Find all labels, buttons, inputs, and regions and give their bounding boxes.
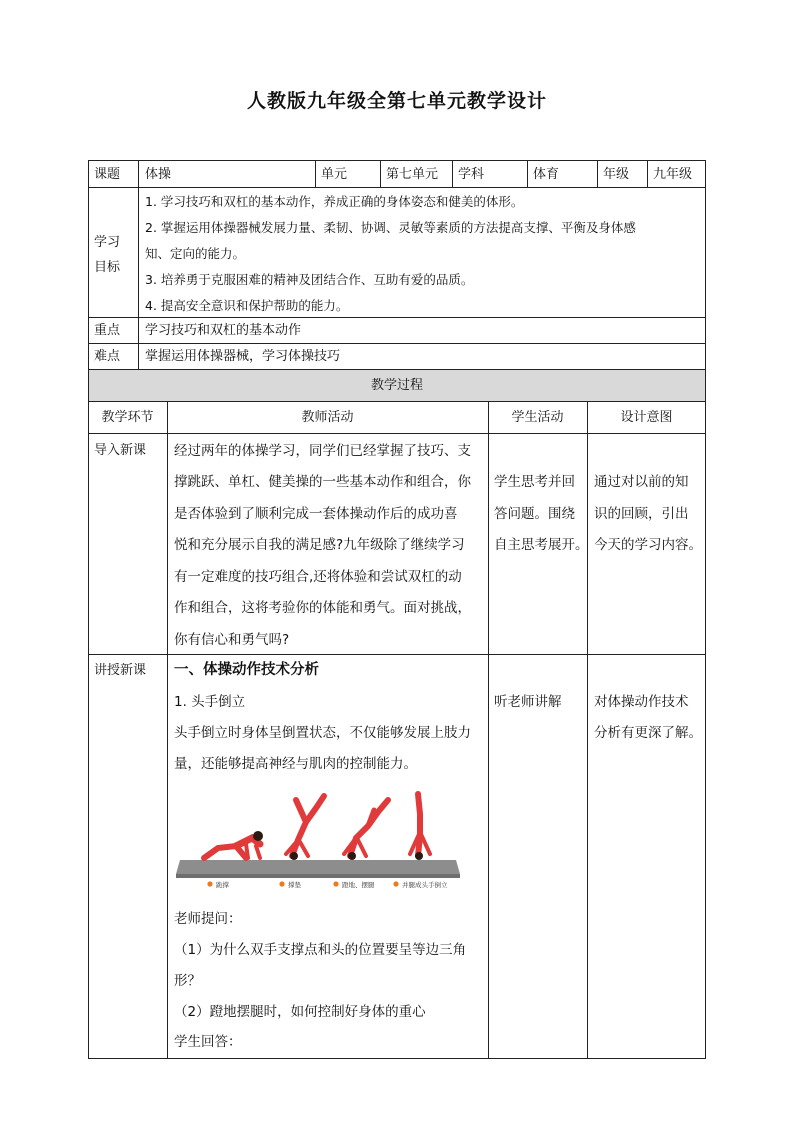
topic-value: 体操 [145,167,172,182]
step-marker-1 [207,881,212,886]
intro-teacher-line: 经过两年的体操学习，同学们已经掌握了技巧、支 [174,443,471,459]
subject-label: 学科 [458,167,485,182]
step-marker-2 [279,881,284,886]
col-header-student: 学生活动 [511,410,564,425]
figure-caption-1: 跪撑 [216,881,229,889]
lecture-desc-line: 头手倒立时身体呈倒置状态，不仅能够发展上肢力 [174,725,471,741]
figure-caption-4: 并腿成头手倒立 [402,881,448,889]
objective-line: 4. 提高安全意识和保护帮助的能力。 [145,298,349,313]
subject-value: 体育 [533,167,560,182]
unit-value: 第七单元 [386,167,439,182]
intro-teacher-line: 悦和充分展示自我的满足感?九年级除了继续学习 [174,537,465,553]
figure-caption-2: 撑垫 [288,881,301,889]
lecture-desc-line: 量，还能够提高神经与肌肉的控制能力。 [174,756,417,772]
key-point-value: 学习技巧和双杠的基本动作 [145,323,302,338]
intro-teacher-line: 作和组合，这将考验你的体能和勇气。面对挑战， [174,600,471,616]
lecture-intent-line: 分析有更深了解。 [594,725,702,741]
step-marker-3 [333,881,338,886]
objective-line: 3. 培养勇于克服困难的精神及团结合作、互助有爱的品质。 [145,272,474,287]
process-title: 教学过程 [370,378,423,393]
col-header-intent: 设计意图 [620,410,673,425]
intro-student-line: 自主思考展开。 [494,537,589,553]
figure-caption-3: 蹬地、摆腿 [342,881,375,889]
question-line: （2）蹬地摆腿时，如何控制好身体的重心 [174,1004,426,1020]
lecture-stage: 讲授新课 [94,663,147,678]
intro-teacher-line: 你有信心和勇气吗? [174,632,290,648]
question-line: 老师提问： [174,911,242,927]
grade-value: 九年级 [653,167,693,182]
objective-line: 知、定向的能力。 [145,246,246,261]
lecture-sub: 1. 头手倒立 [174,694,246,710]
objective-line: 1. 学习技巧和双杠的基本动作，养成正确的身体姿态和健美的体形。 [145,194,524,209]
athlete-figure-2 [286,796,324,860]
question-line: 学生回答： [174,1034,242,1050]
objectives-label-2: 目标 [94,260,121,275]
intro-student-line: 答问题。围绕 [494,506,575,522]
intro-teacher-line: 有一定难度的技巧组合,还将体验和尝试双杠的动 [174,569,462,585]
intro-intent-line: 今天的学习内容。 [594,537,702,553]
athlete-figure-4 [410,794,430,860]
topic-label: 课题 [94,167,121,182]
difficulty-value: 掌握运用体操器械，学习体操技巧 [145,349,341,364]
objectives-label-1: 学习 [94,235,121,250]
question-line: 形？ [174,973,201,989]
headstand-illustration [174,788,462,898]
col-header-teacher: 教师活动 [301,410,354,425]
page-title: 人教版九年级全第七单元教学设计 [246,90,547,112]
lecture-student: 听老师讲解 [494,694,562,710]
step-marker-4 [393,881,398,886]
mat-shape [176,860,460,874]
question-line: （1）为什么双手支撑点和头的位置要呈等边三角 [174,942,467,958]
key-point-label: 重点 [94,323,121,338]
difficulty-label: 难点 [94,349,121,364]
athlete-figure-3 [344,800,388,860]
lecture-heading: 一、体操动作技术分析 [174,662,319,678]
intro-stage: 导入新课 [94,443,147,458]
intro-intent-line: 识的回顾，引出 [594,506,689,522]
intro-intent-line: 通过对以前的知 [594,474,689,490]
athlete-figure-1 [204,831,263,858]
grade-label: 年级 [603,167,630,182]
unit-label: 单元 [321,167,348,182]
intro-student-line: 学生思考并回 [494,474,575,490]
lecture-intent-line: 对体操动作技术 [594,694,689,710]
objective-line: 2. 掌握运用体操器械发展力量、柔韧、协调、灵敏等素质的方法提高支撑、平衡及身体感 [145,220,636,235]
col-header-stage: 教学环节 [101,410,154,425]
intro-teacher-line: 撑跳跃、单杠、健美操的一些基本动作和组合，你 [174,474,471,490]
intro-teacher-line: 是否体验到了顺利完成一套体操动作后的成功喜 [174,506,458,522]
